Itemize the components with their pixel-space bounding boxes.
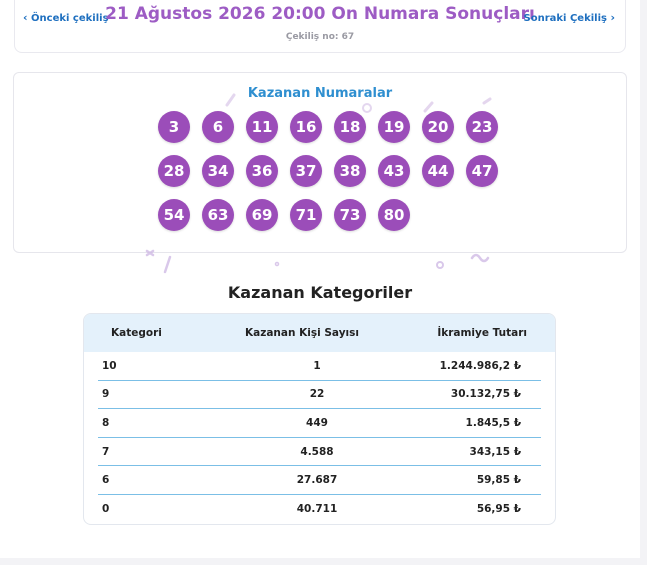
number-ball: 23 xyxy=(466,111,498,143)
number-ball: 38 xyxy=(334,155,366,187)
category-cell: 9 xyxy=(102,388,110,401)
number-ball: 71 xyxy=(290,199,322,231)
table-row xyxy=(98,466,541,495)
confetti-decoration xyxy=(0,240,640,280)
table-header-row xyxy=(84,314,555,352)
number-ball: 36 xyxy=(246,155,278,187)
winners-cell: 22 xyxy=(309,388,325,401)
number-ball: 11 xyxy=(246,111,278,143)
table-row xyxy=(98,352,541,381)
winners-cell: 27.687 xyxy=(296,474,338,487)
category-cell: 0 xyxy=(102,503,110,516)
number-ball: 44 xyxy=(422,155,454,187)
winning-numbers-title: Kazanan Numaralar xyxy=(247,86,393,101)
prize-cell: 1.845,5 ₺ xyxy=(465,416,521,429)
page-title: 21 Ağustos 2026 20:00 On Numara Sonuçları xyxy=(105,4,535,24)
draw-header xyxy=(14,0,626,53)
number-ball: 18 xyxy=(334,111,366,143)
number-ball: 54 xyxy=(158,199,190,231)
winners-cell: 1 xyxy=(313,359,321,372)
column-header: Kazanan Kişi Sayısı xyxy=(245,327,359,339)
winners-cell: 40.711 xyxy=(296,503,338,516)
chevron-left-icon: ‹ xyxy=(23,11,28,24)
previous-draw-label: Önceki çekiliş xyxy=(31,13,109,24)
number-ball: 73 xyxy=(334,199,366,231)
column-header: Kategori xyxy=(111,327,162,339)
categories-title: Kazanan Kategoriler xyxy=(227,283,413,302)
next-draw-link[interactable] xyxy=(524,11,615,24)
number-ball: 20 xyxy=(422,111,454,143)
number-ball: 19 xyxy=(378,111,410,143)
number-ball: 3 xyxy=(158,111,190,143)
draw-number: Çekiliş no: 67 xyxy=(285,32,355,42)
winners-cell: 449 xyxy=(306,416,328,429)
number-ball: 6 xyxy=(202,111,234,143)
number-ball: 69 xyxy=(246,199,278,231)
prize-cell: 30.132,75 ₺ xyxy=(450,388,521,401)
winners-cell: 4.588 xyxy=(300,445,334,458)
ball-grid xyxy=(158,111,510,231)
number-ball: 43 xyxy=(378,155,410,187)
prize-cell: 56,95 ₺ xyxy=(476,503,521,516)
table-row xyxy=(98,495,541,524)
number-ball: 47 xyxy=(466,155,498,187)
winning-numbers-card xyxy=(13,72,627,253)
number-ball: 63 xyxy=(202,199,234,231)
category-cell: 8 xyxy=(102,416,110,429)
number-ball: 28 xyxy=(158,155,190,187)
prize-cell: 1.244.986,2 ₺ xyxy=(439,359,521,372)
table-row xyxy=(98,381,541,410)
chevron-right-icon: › xyxy=(610,11,615,24)
next-draw-label: Sonraki Çekiliş xyxy=(523,13,607,24)
table-row xyxy=(98,438,541,467)
categories-table xyxy=(83,313,556,525)
prize-cell: 343,15 ₺ xyxy=(469,445,521,458)
prize-cell: 59,85 ₺ xyxy=(476,474,521,487)
category-cell: 7 xyxy=(102,445,110,458)
table-row xyxy=(98,409,541,438)
number-ball: 16 xyxy=(290,111,322,143)
column-header: İkramiye Tutarı xyxy=(437,327,527,339)
number-ball: 34 xyxy=(202,155,234,187)
number-ball: 37 xyxy=(290,155,322,187)
number-ball: 80 xyxy=(378,199,410,231)
category-cell: 6 xyxy=(102,474,110,487)
category-cell: 10 xyxy=(102,359,117,372)
